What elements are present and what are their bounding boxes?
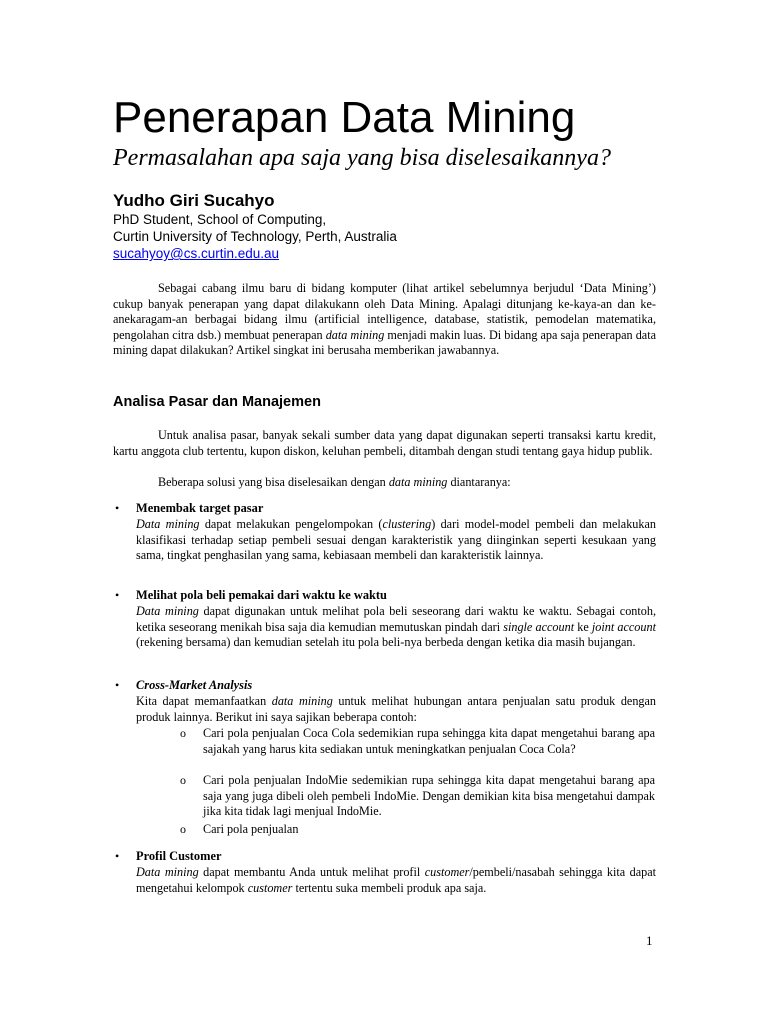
intro-paragraph: Sebagai cabang ilmu baru di bidang komputer (lihat artikel sebelumnya berjudul ‘Data Mining’) cukup banyak penerapan yang dapat dilakukann oleh Data Mining. Apalagi ditunjang ke-kaya-an dan ke-anekaragam-an berbagai bidang ilmu (artificial intelligence, database, statistik, pemodelan matematika, pengolahan citra dsb.) membuat penerapan data mining menjadi makin luas. Di bidang apa saja penerapan data mining dapat dilakukan? Artikel singkat ini berusaha memberikan jawabannya.: [113, 281, 656, 358]
author-email-link[interactable]: sucahyoy@cs.curtin.edu.au: [113, 246, 280, 261]
sub-list-text: Cari pola penjualan: [203, 822, 299, 836]
sub-list-text: Cari pola penjualan IndoMie sedemikian rupa sehingga kita dapat mengetahui barang apa saja yang juga dibeli oleh pembeli IndoMie. Dengan demikian kita bisa mengetahui dampak jika kita tidak lagi menjual IndoMie.: [203, 773, 655, 819]
bullet-body: Kita dapat memanfaatkan data mining untuk melihat hubungan antara penjualan satu produk dengan produk lainnya. Berikut ini saya sajikan beberapa contoh:: [136, 694, 657, 724]
bullet-body: Data mining dapat digunakan untuk melihat pola beli seseorang dari waktu ke waktu. Sebagai contoh, ketika seseorang menikah bisa saja dia kemudian memutuskan pindah dari single account ke joint account (rekening bersama) dan kemudian setelah itu pola beli-nya berbeda dengan ketika dia masih bujangan.: [136, 604, 656, 650]
bullet-marker: •: [115, 849, 120, 863]
author-affiliation-line-2: Curtin University of Technology, Perth, Australia: [113, 229, 397, 244]
section-intro-paragraph: Untuk analisa pasar, banyak sekali sumber data yang dapat digunakan seperti transaksi kartu kredit, kartu anggota club tertentu, kupon diskon, keluhan pembeli, ditambah dengan studi tentang gaya hidup publik.: [113, 428, 656, 458]
bullet-body: Data mining dapat membantu Anda untuk melihat profil customer/pembeli/nasabah sehingga kita dapat mengetahui kelompok customer tertentu suka membeli produk apa saja.: [136, 865, 657, 895]
bullet-title: Cross-Market Analysis: [136, 678, 253, 692]
bullet-marker: •: [115, 588, 120, 602]
document-title: Penerapan Data Mining: [113, 93, 576, 142]
author-affiliation-line-1: PhD Student, School of Computing,: [113, 212, 327, 227]
bullet-title: Menembak target pasar: [136, 501, 264, 515]
sub-bullet-marker: o: [180, 822, 186, 836]
section-heading: Analisa Pasar dan Manajemen: [113, 394, 321, 410]
bullet-body: Data mining dapat melakukan pengelompokan (clustering) dari model-model pembeli dan melakukan klasifikasi terhadap setiap pembeli sesuai dengan karakteristik yang diinginkan seperti kesukaan yang sama, tingkat penghasilan yang sama, kebiasaan membeli dan karakteristik lainnya.: [136, 517, 656, 563]
document-subtitle: Permasalahan apa saja yang bisa diselesaikannya?: [113, 145, 611, 171]
bullet-marker: •: [115, 501, 120, 515]
solutions-intro-line: Beberapa solusi yang bisa diselesaikan dengan data mining diantaranya:: [158, 475, 511, 489]
sub-bullet-marker: o: [180, 726, 186, 740]
sub-list-text: Cari pola penjualan Coca Cola sedemikian rupa sehingga kita dapat mengetahui barang apa sajakah yang harus kita sediakan untuk meningkatkan penjualan Coca Cola?: [203, 726, 655, 756]
bullet-title: Profil Customer: [136, 849, 222, 863]
bullet-marker: •: [115, 678, 120, 692]
page-number: 1: [646, 933, 653, 948]
sub-bullet-marker: o: [180, 773, 186, 787]
author-name: Yudho Giri Sucahyo: [113, 191, 275, 210]
bullet-title: Melihat pola beli pemakai dari waktu ke waktu: [136, 588, 387, 602]
